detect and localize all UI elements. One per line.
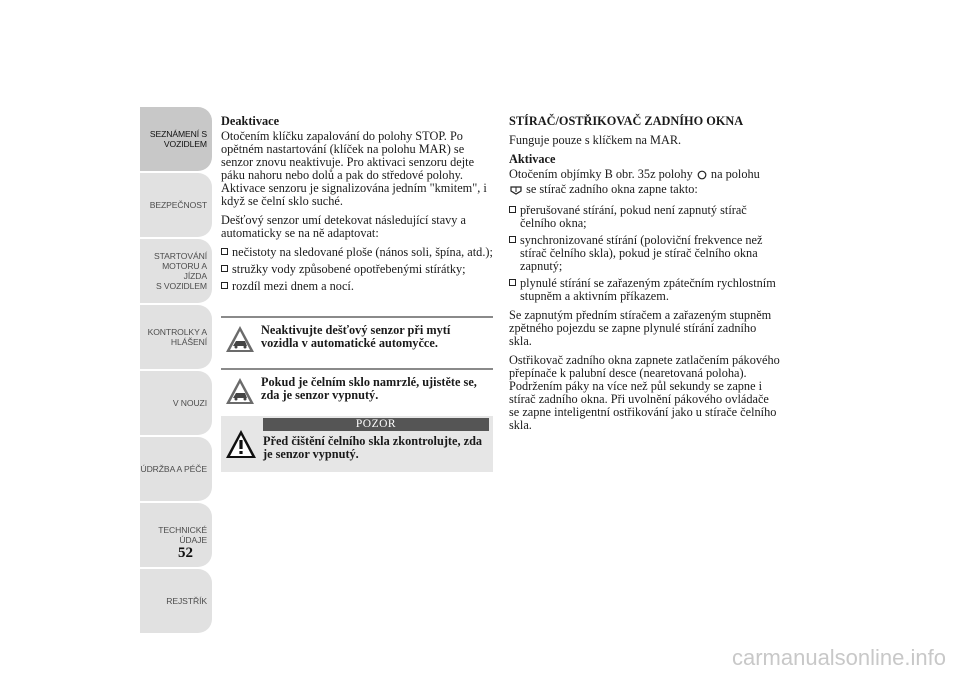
section-heading-aktivace: Aktivace xyxy=(509,152,556,166)
list-item: rozdíl mezi dnem a nocí. xyxy=(221,280,493,293)
bullet-list xyxy=(221,246,493,293)
notice-text: Neaktivujte dešťový senzor při mytí vozidla v automatické automyčce. xyxy=(261,323,451,350)
bullet-box-icon xyxy=(509,206,516,213)
paragraph: Funguje pouze s klíčkem na MAR. xyxy=(509,133,682,147)
notice-car-wash xyxy=(221,316,493,368)
notice-text: Pokud je čelním sklo namrzlé, ujistěte se, zda je senzor vypnutý. xyxy=(261,375,477,402)
paragraph: Otočením klíčku zapalování do polohy STOP. Po opětném nastartování (klíček na polohu MAR) se senzor znovu neaktivuje. Pro aktivaci senzoru dejte páku nahoru nebo dolů a pak do středové polohy. Aktivace senzoru je signalizována jedním "kmitem", i když se čelní sklo suché. xyxy=(221,129,487,208)
list-item: nečistoty na sledované ploše (nános soli, špína, atd.); xyxy=(221,246,493,259)
section-heading-deaktivace: Deaktivace xyxy=(221,114,280,128)
notice-frozen-glass xyxy=(221,368,493,414)
bullet-box-icon xyxy=(221,248,228,255)
paragraph: Ostřikovač zadního okna zapnete zatlačením pákového přepínače k palubní desce (nearetovaná poloha). Podržením páky na více než půl sekundy se zapne i stírač zadního okna. Při uvolnění pákového ovládače se zapne inteligentní ostřikování jako u stírače čelního skla. xyxy=(509,353,780,432)
watermark-text: carmanualsonline.info xyxy=(731,645,946,670)
bullet-box-icon xyxy=(221,282,228,289)
list-item: stružky vody způsobené opotřebenými stírátky; xyxy=(221,263,493,276)
position-off-icon xyxy=(697,170,707,183)
bullet-list xyxy=(509,204,781,303)
tab-startovani-motoru[interactable]: STARTOVÁNÍ MOTORU A JÍZDA S VOZIDLEM xyxy=(140,239,212,303)
warning-text: Před čištění čelního skla zkontrolujte, zda je senzor vypnutý. xyxy=(263,434,483,461)
tab-seznameni-s-vozidlem[interactable]: SEZNÁMENÍ S VOZIDLEM xyxy=(140,107,212,171)
warning-heading: POZOR xyxy=(263,418,489,431)
rear-wiper-symbol-icon xyxy=(510,185,522,198)
tab-bezpecnost[interactable]: BEZPEČNOST xyxy=(140,173,212,237)
list-item: přerušované stírání, pokud není zapnutý stírač čelního okna; xyxy=(509,204,781,230)
left-column xyxy=(221,115,493,299)
list-item: synchronizované stírání (poloviční frekvence než stírač čelního skla), pokud je stírač čelního okna zapnutý; xyxy=(509,234,781,273)
tab-udrzba-a-pece[interactable]: ÚDRŽBA A PÉČE xyxy=(140,437,212,501)
section-title-rear-wiper: STÍRAČ/OSTŘIKOVAČ ZADNÍHO OKNA xyxy=(509,114,744,128)
bullet-box-icon xyxy=(221,265,228,272)
page-number: 52 xyxy=(178,545,193,561)
bullet-box-icon xyxy=(509,236,516,243)
tab-technicke-udaje[interactable]: TECHNICKÉ ÚDAJE xyxy=(140,503,212,567)
list-item: plynulé stírání se zařazeným zpátečním rychlostním stupněm a aktivním příkazem. xyxy=(509,277,781,303)
right-column xyxy=(509,115,781,438)
paragraph: Otočením objímky B obr. 35z polohy na polohu se stírač zadního okna zapne takto: xyxy=(509,167,760,196)
section-tabs xyxy=(140,107,212,635)
caution-triangle-icon xyxy=(221,370,259,414)
caution-triangle-icon xyxy=(221,318,259,368)
paragraph: Dešťový senzor umí detekovat následující stavy a automaticky se na ně adaptovat: xyxy=(221,213,466,240)
warning-box xyxy=(221,416,493,472)
paragraph: Se zapnutým předním stíračem a zařazeným stupněm zpětného pojezdu se zapne plynulé stírání zadního skla. xyxy=(509,308,772,348)
tab-v-nouzi[interactable]: V NOUZI xyxy=(140,371,212,435)
tab-rejstrik[interactable]: REJSTŘÍK xyxy=(140,569,212,633)
bullet-box-icon xyxy=(509,279,516,286)
tab-kontrolky-a-hlaseni[interactable]: KONTROLKY A HLÁŠENÍ xyxy=(140,305,212,369)
warning-exclamation-icon xyxy=(221,416,261,472)
